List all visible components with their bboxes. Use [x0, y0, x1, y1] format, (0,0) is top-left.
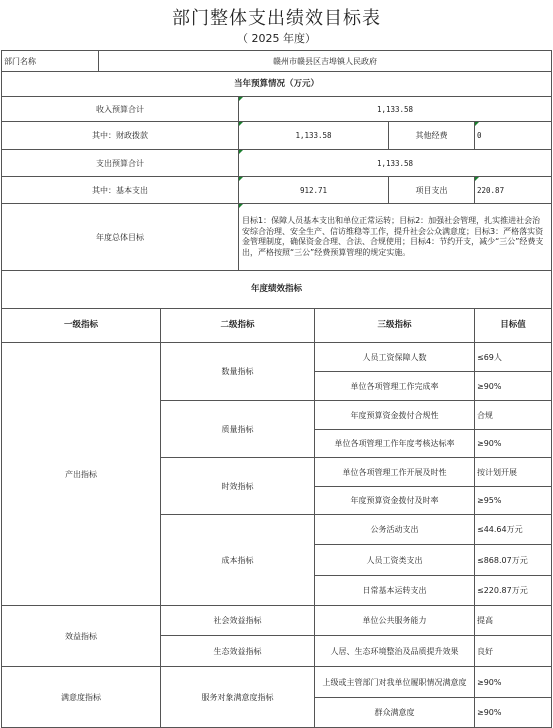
- level3-indicator: 单位各项管理工作完成率: [314, 371, 475, 401]
- col-header-level3: 三级指标: [314, 308, 475, 343]
- level2-eco-benefit: 生态效益指标: [160, 635, 315, 667]
- project-expense-value: 220.87: [474, 176, 552, 204]
- target-value: ≤220.87万元: [474, 575, 552, 606]
- col-header-target: 目标值: [474, 308, 552, 343]
- col-header-level2: 二级指标: [160, 308, 315, 343]
- budget-header: 当年预算情况（万元）: [1, 71, 552, 97]
- basic-expense-value: 912.71: [238, 176, 389, 204]
- finance-value: 1,133.58: [238, 121, 389, 150]
- target-value: ≥90%: [474, 429, 552, 458]
- level3-indicator: 单位各项管理工作年度考核达标率: [314, 429, 475, 458]
- col-header-level1: 一级指标: [1, 308, 161, 343]
- fiscal-year: （ 2025 年度）: [237, 32, 316, 45]
- basic-expense-label: 其中：基本支出: [1, 176, 239, 204]
- level3-indicator: 人员工资类支出: [314, 544, 475, 576]
- level1-benefit: 效益指标: [1, 605, 161, 667]
- target-value: ≤69人: [474, 342, 552, 372]
- level3-indicator: 群众满意度: [314, 697, 475, 728]
- level2-service-satisfaction: 服务对象满意度指标: [160, 666, 315, 728]
- project-expense-label: 项目支出: [388, 176, 475, 204]
- performance-header: 年度绩效指标: [1, 270, 552, 309]
- target-value: ≥90%: [474, 697, 552, 728]
- expense-total-value: 1,133.58: [238, 149, 552, 177]
- level3-indicator: 单位各项管理工作开展及时性: [314, 457, 475, 487]
- expense-total-label: 支出预算合计: [1, 149, 239, 177]
- finance-label: 其中：财政拨款: [1, 121, 239, 150]
- level3-indicator: 年度预算资金拨付及时率: [314, 486, 475, 515]
- level3-indicator: 单位公共服务能力: [314, 605, 475, 636]
- level2-social-benefit: 社会效益指标: [160, 605, 315, 636]
- annual-goal-text: 目标1：保障人员基本支出和单位正常运转；目标2：加强社会管理，扎实推进社会治安综合治理、安全生产、信访维稳等工作，提升社会公众满意度；目标3：严格落实资金管理制度，确保资金合理、合法、合规使用；目标4：节约开支，减少“三公”经费支出，严格按照“三公”经费预算管理的规定实施。: [238, 203, 552, 271]
- target-value: ≤868.07万元: [474, 544, 552, 576]
- other-funds-value: 0: [474, 121, 552, 150]
- performance-table: [1, 50, 552, 728]
- target-value: 合规: [474, 400, 552, 430]
- level3-indicator: 年度预算资金拨付合规性: [314, 400, 475, 430]
- level2-quality: 质量指标: [160, 400, 315, 458]
- level2-quantity: 数量指标: [160, 342, 315, 401]
- annual-goal-label: 年度总体目标: [1, 203, 239, 271]
- level1-satisfaction: 满意度指标: [1, 666, 161, 728]
- level1-output: 产出指标: [1, 342, 161, 606]
- dept-value: 赣州市赣县区吉埠镇人民政府: [98, 50, 552, 72]
- level2-cost: 成本指标: [160, 514, 315, 606]
- target-value: ≤44.64万元: [474, 514, 552, 545]
- page-title: 部门整体支出绩效目标表: [172, 8, 381, 29]
- target-value: ≥90%: [474, 371, 552, 401]
- income-total-value: 1,133.58: [238, 96, 552, 122]
- target-value: 良好: [474, 635, 552, 667]
- level3-indicator: 人员工资保障人数: [314, 342, 475, 372]
- target-value: ≥90%: [474, 666, 552, 698]
- target-value: 提高: [474, 605, 552, 636]
- level2-timeliness: 时效指标: [160, 457, 315, 515]
- level3-indicator: 日常基本运转支出: [314, 575, 475, 606]
- target-value: ≥95%: [474, 486, 552, 515]
- target-value: 按计划开展: [474, 457, 552, 487]
- other-funds-label: 其他经费: [388, 121, 475, 150]
- income-total-label: 收入预算合计: [1, 96, 239, 122]
- level3-indicator: 公务活动支出: [314, 514, 475, 545]
- level3-indicator: 人居、生态环境整治及品质提升效果: [314, 635, 475, 667]
- level3-indicator: 上级或主管部门对我单位履职情况满意度: [314, 666, 475, 698]
- dept-label: 部门名称: [1, 50, 99, 72]
